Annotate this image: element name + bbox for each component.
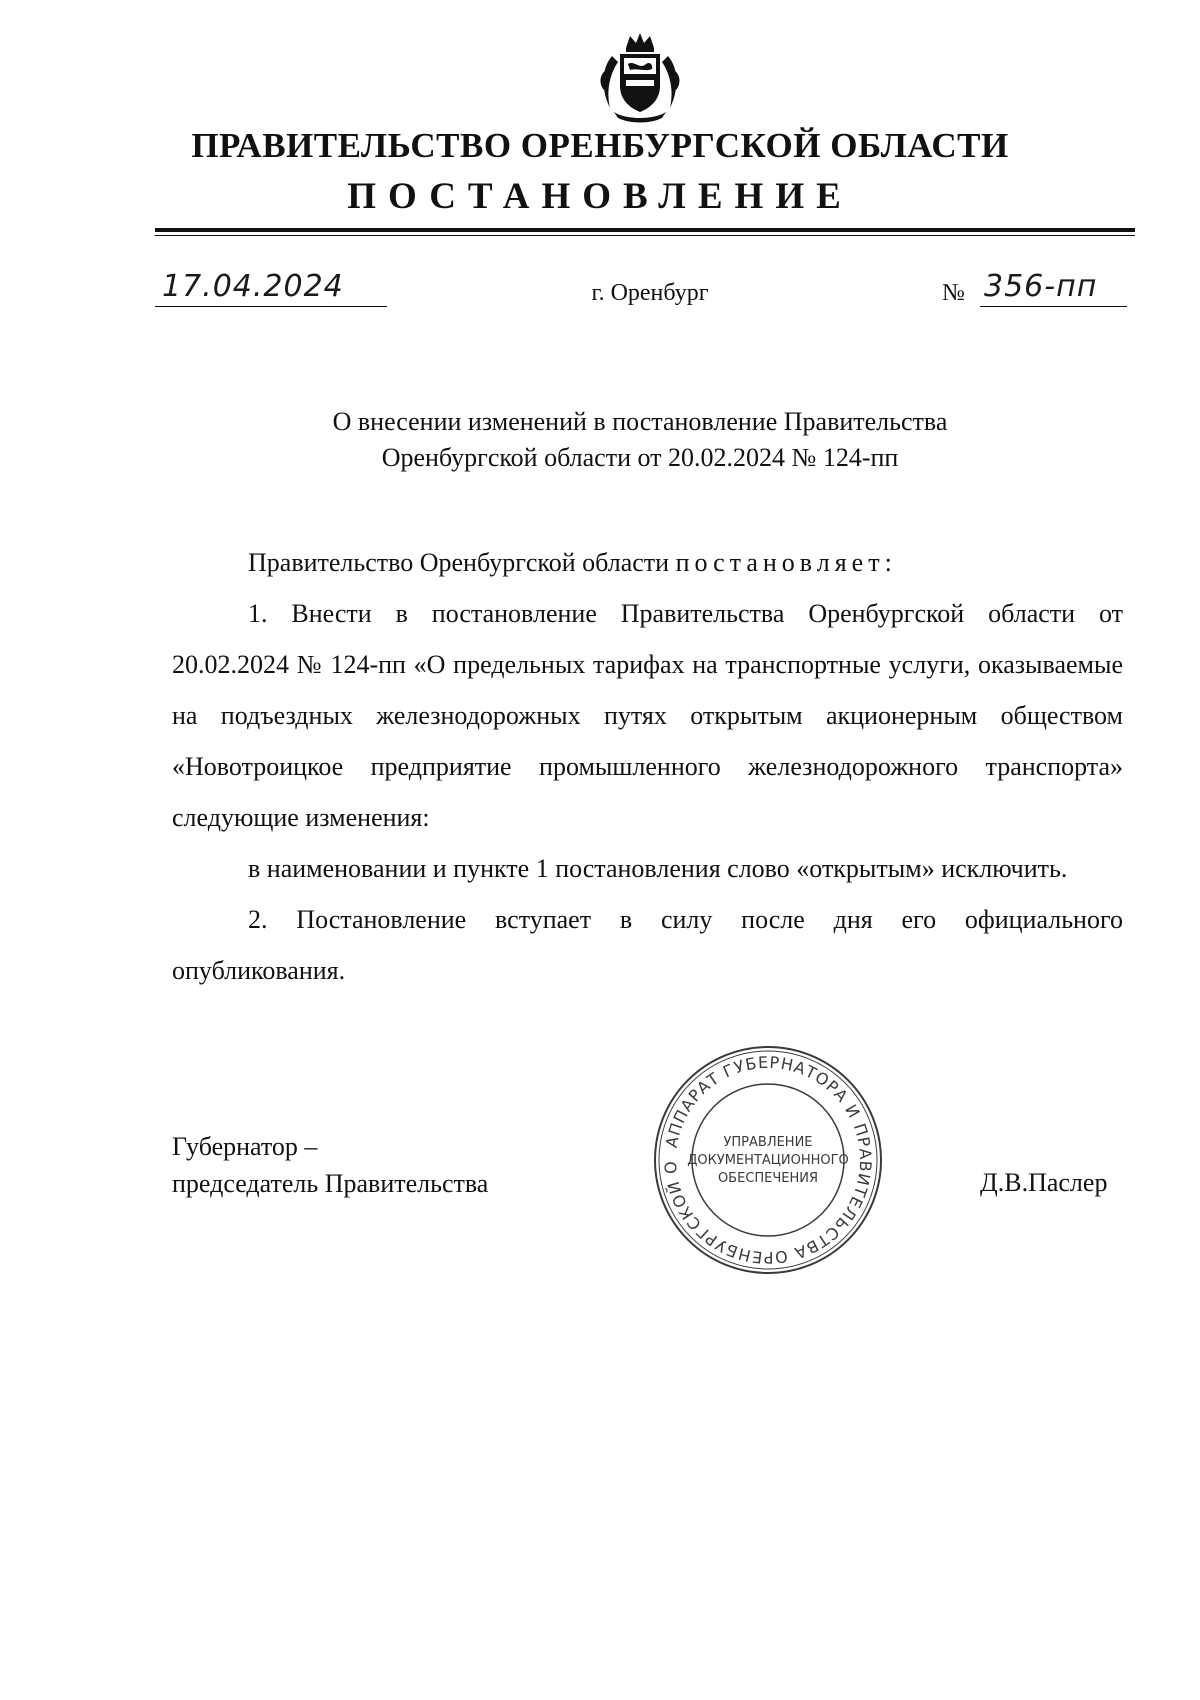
date-underline: [155, 306, 387, 307]
intro-decree-word: постановляет: [675, 548, 885, 577]
organization-title: ПРАВИТЕЛЬСТВО ОРЕНБУРГСКОЙ ОБЛАСТИ: [191, 126, 1009, 165]
seal-inner-line-3: ОБЕСПЕЧЕНИЯ: [717, 1171, 819, 1186]
signatory-name: Д.В.Паслер: [980, 1168, 1108, 1197]
document-body: [172, 537, 1123, 996]
intro-prefix: Правительство Оренбургской области: [248, 548, 676, 577]
seal-inner-line-2: ДОКУМЕНТАЦИОННОГО: [687, 1153, 849, 1168]
position-line-2: председатель Правительства: [172, 1169, 489, 1198]
item-1-paragraph: 1. Внести в постановление Правительства Оренбургской области от 20.02.2024 № 124-пп «О предельных тарифах на транспортные услуги, оказываемые на подъездных железнодорожных путях открытым акционерным обществом «Новотроицкое предприятие промышленного железнодорожного транспорта» следующие изменения:: [172, 599, 1123, 832]
document-type-title: ПОСТАНОВЛЕНИЕ: [347, 176, 853, 217]
intro-paragraph: [172, 537, 1123, 588]
official-seal-icon: [648, 1040, 888, 1280]
subject-line-2: Оренбургской области от 20.02.2024 № 124-пп: [381, 443, 899, 472]
position-line-1: Губернатор –: [172, 1132, 318, 1161]
item-2-paragraph: 2. Постановление вступает в силу после дня его официального опубликования.: [172, 905, 1123, 985]
document-number: 356-пп: [984, 269, 1098, 304]
header-divider-thick: [155, 228, 1135, 232]
seal-inner-line-1: УПРАВЛЕНИЕ: [723, 1135, 813, 1150]
intro-suffix: :: [884, 548, 892, 577]
document-city: г. Оренбург: [591, 280, 709, 306]
number-underline: [980, 306, 1127, 307]
subject-line-1: О внесении изменений в постановление Правительства: [332, 407, 948, 436]
coat-of-arms-icon: [596, 30, 684, 124]
document-subject: [160, 404, 1120, 476]
number-sign: №: [942, 280, 965, 306]
header-divider-thin: [155, 235, 1135, 236]
signatory-position: [172, 1128, 488, 1202]
seal-outer-text: АППАРАТ ГУБЕРНАТОРА И ПРАВИТЕЛЬСТВА ОРЕНБУРГСКОЙ О: [660, 1052, 876, 1268]
item-1-change-paragraph: в наименовании и пункте 1 постановления слово «открытым» исключить.: [248, 854, 1068, 883]
document-date: 17.04.2024: [162, 269, 344, 304]
